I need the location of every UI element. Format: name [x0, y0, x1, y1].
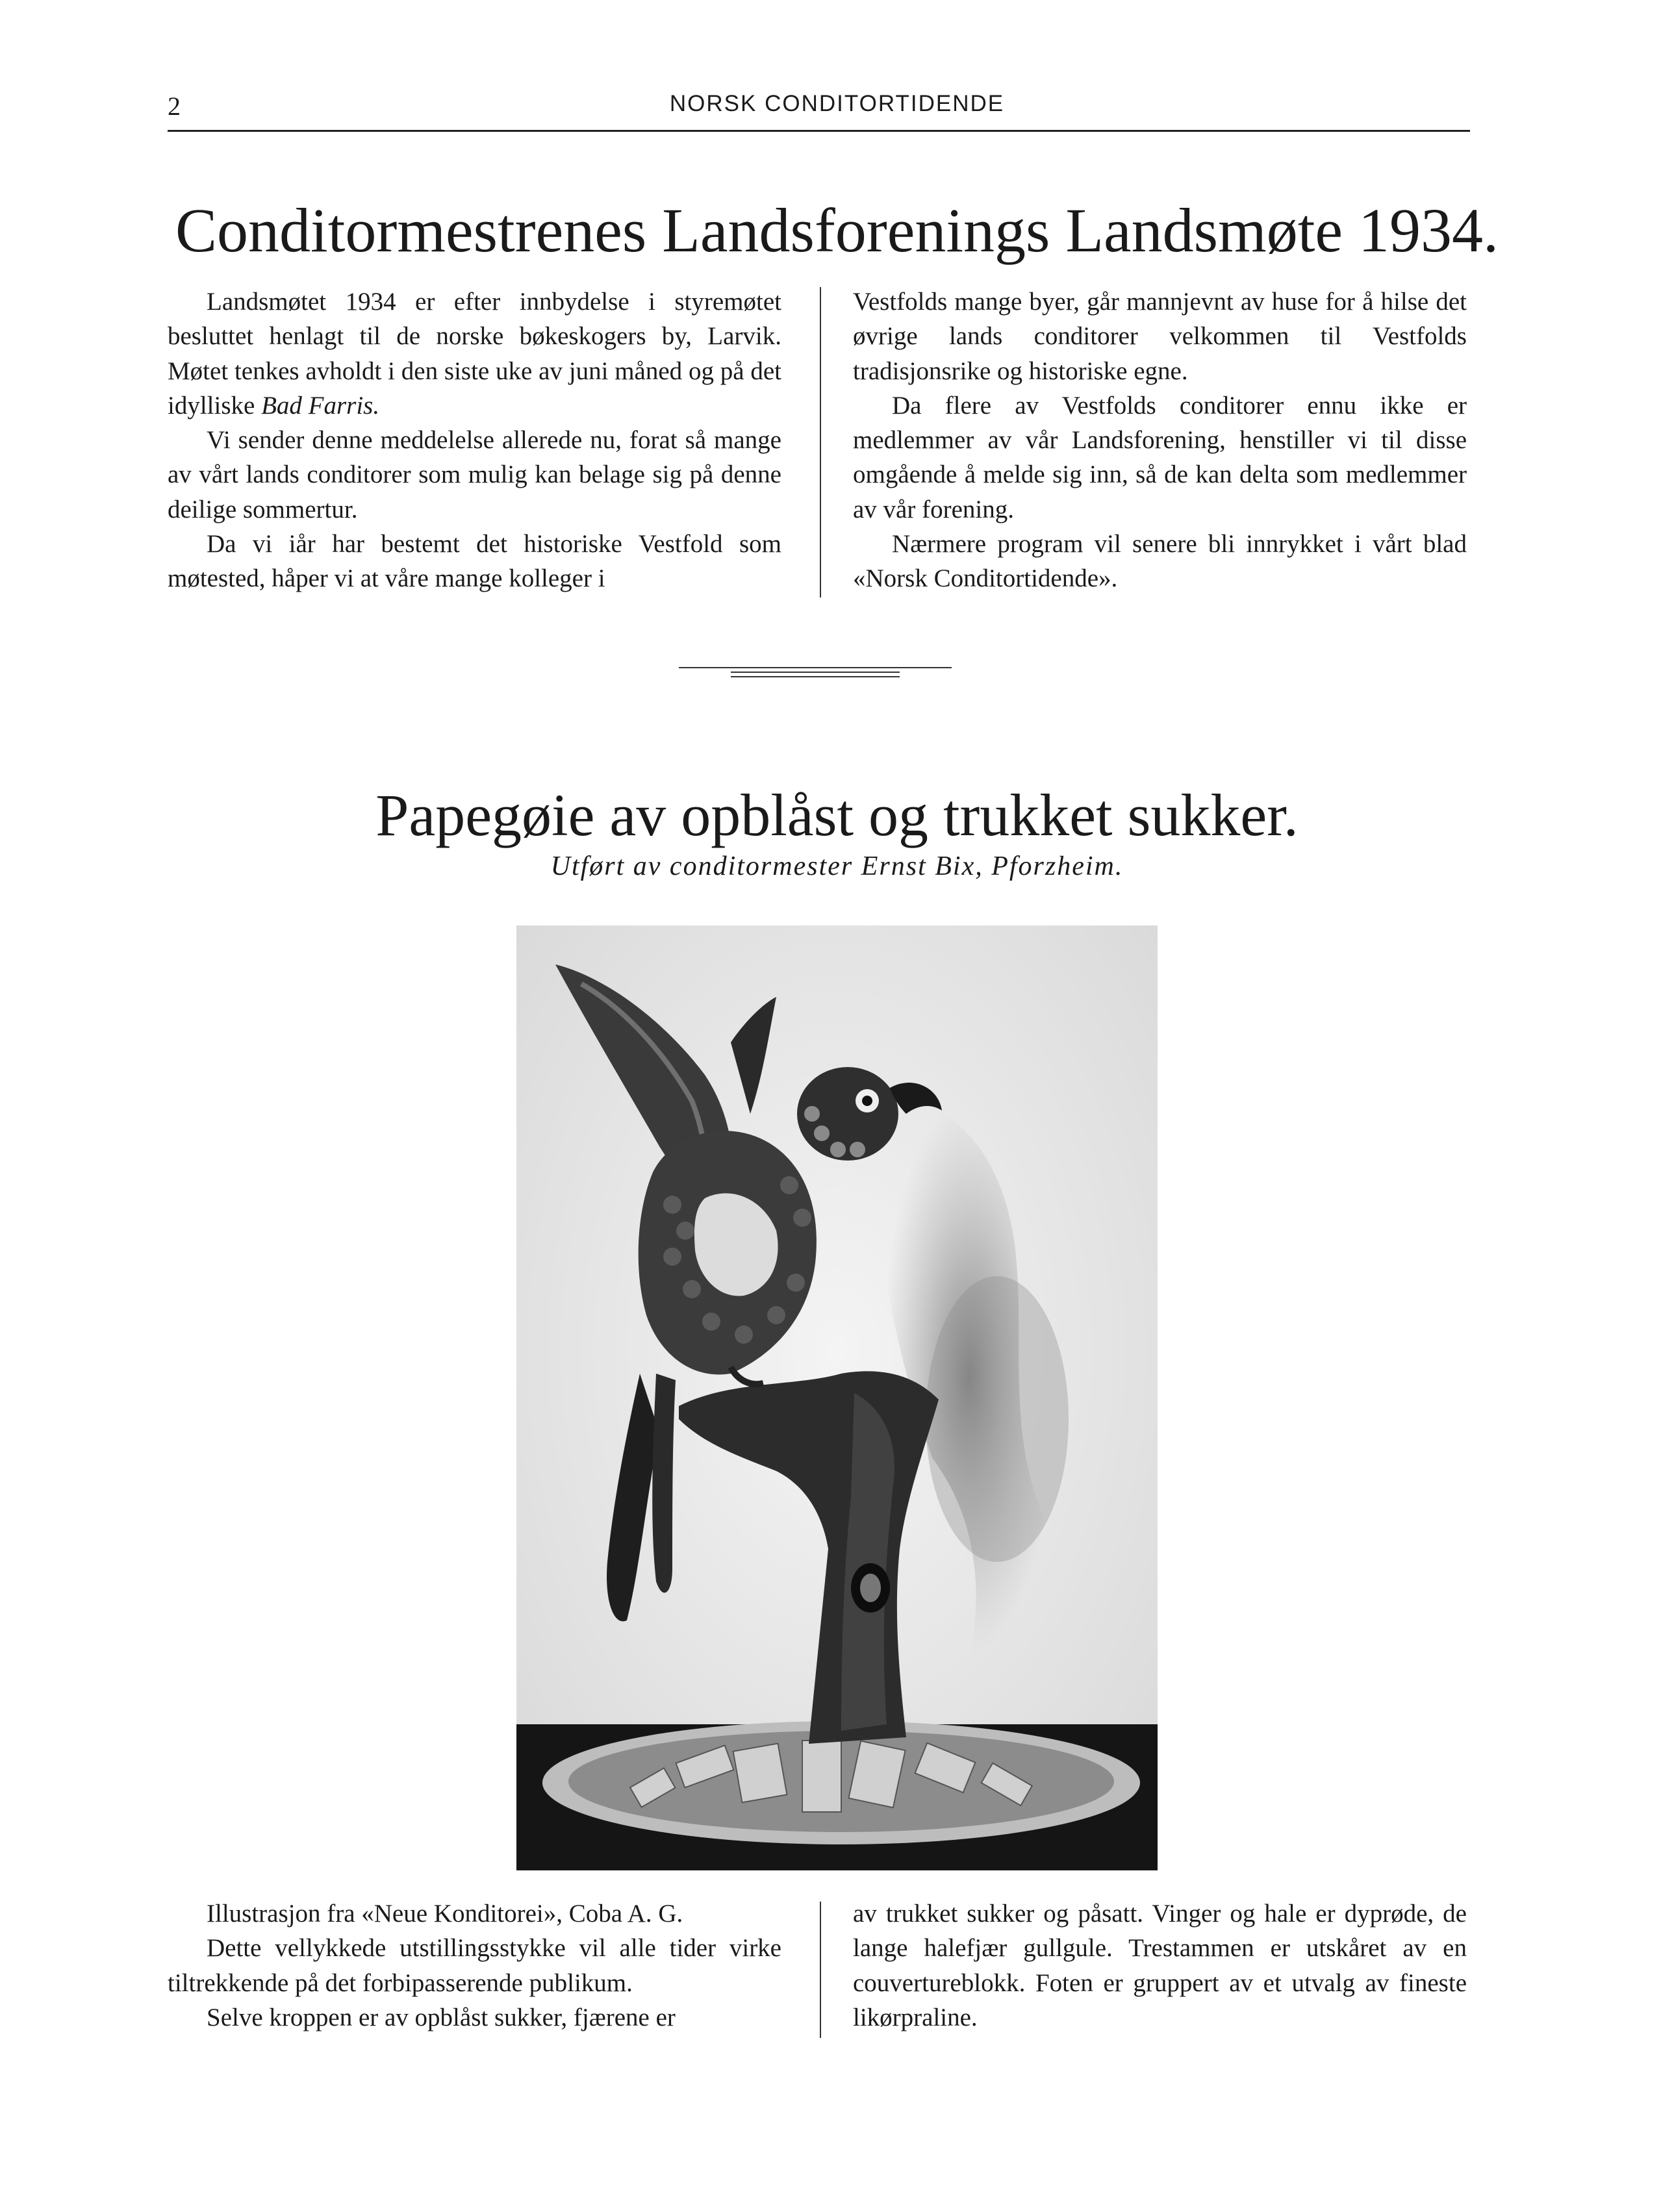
article1-paragraph: Da flere av Vestfolds conditorer ennu ikke er medlemmer av vår Landsforening, henstiller vi til disse omgående å melde sig inn, så de kan delta som medlemmer av vår forening. — [853, 391, 1467, 523]
column-divider — [820, 1902, 821, 2038]
column-divider — [820, 287, 821, 597]
article1-title: Conditormestrenes Landsforenings Landsmøte 1934. — [175, 195, 1499, 265]
article1-paragraph: Vestfolds mange byer, går mannjevnt av huse for å hilse det øvrige lands conditorer velkommen til Vestfolds tradisjonsrike og historiske egne. — [853, 288, 1467, 385]
article1-paragraph: Nærmere program vil senere bli innrykket i vårt blad «Norsk Conditortidende». — [853, 530, 1467, 593]
article2-paragraph: av trukket sukker og påsatt. Vinger og hale er dyprøde, de lange halefjær gullgule. Trestammen er utskåret av en couvertureblokk. Foten er gruppert av et utvalg av fineste likørpraline. — [853, 1900, 1467, 2031]
article1-column-left — [168, 284, 781, 596]
article1-paragraph: Vi sender denne meddelelse allerede nu, forat så mange av vårt lands conditorer som mulig kan belage sig på denne deilige sommertur. — [168, 426, 781, 523]
article2-paragraph: Dette vellykkede utstillingsstykke vil alle tider virke tiltrekkende på det forbipasserende publikum. — [168, 1934, 781, 1997]
emphasis-text: Bad Farris. — [261, 391, 380, 420]
article2-title: Papegøie av opblåst og trukket sukker. — [375, 782, 1299, 848]
article2-paragraph: Illustrasjon fra «Neue Konditorei», Coba A. G. — [207, 1900, 683, 1928]
article1-paragraph: Da vi iår har bestemt det historiske Vestfold som møtested, håper vi at våre mange kolleger i — [168, 530, 781, 593]
article2-column-left — [168, 1896, 781, 2035]
publication-name: NORSK CONDITORTIDENDE — [669, 91, 1005, 116]
parrot-photo — [516, 925, 1158, 1870]
header-rule — [168, 130, 1470, 132]
article1-column-right — [853, 284, 1467, 596]
article2-paragraph: Selve kroppen er av opblåst sukker, fjærene er — [207, 2003, 676, 2031]
parrot-illustration — [516, 925, 1158, 1870]
section-divider — [679, 662, 952, 682]
article1-paragraph: Landsmøtet 1934 er efter innbydelse i styremøtet besluttet henlagt til de norske bøkeskogers by, Larvik. Møtet tenkes avholdt i den siste uke av juni måned og på det idylliske Bad Farris. — [168, 288, 781, 420]
article2-column-right — [853, 1896, 1467, 2035]
article2-subtitle: Utført av conditormester Ernst Bix, Pforzheim. — [550, 851, 1124, 881]
page-number: 2 — [168, 92, 181, 121]
